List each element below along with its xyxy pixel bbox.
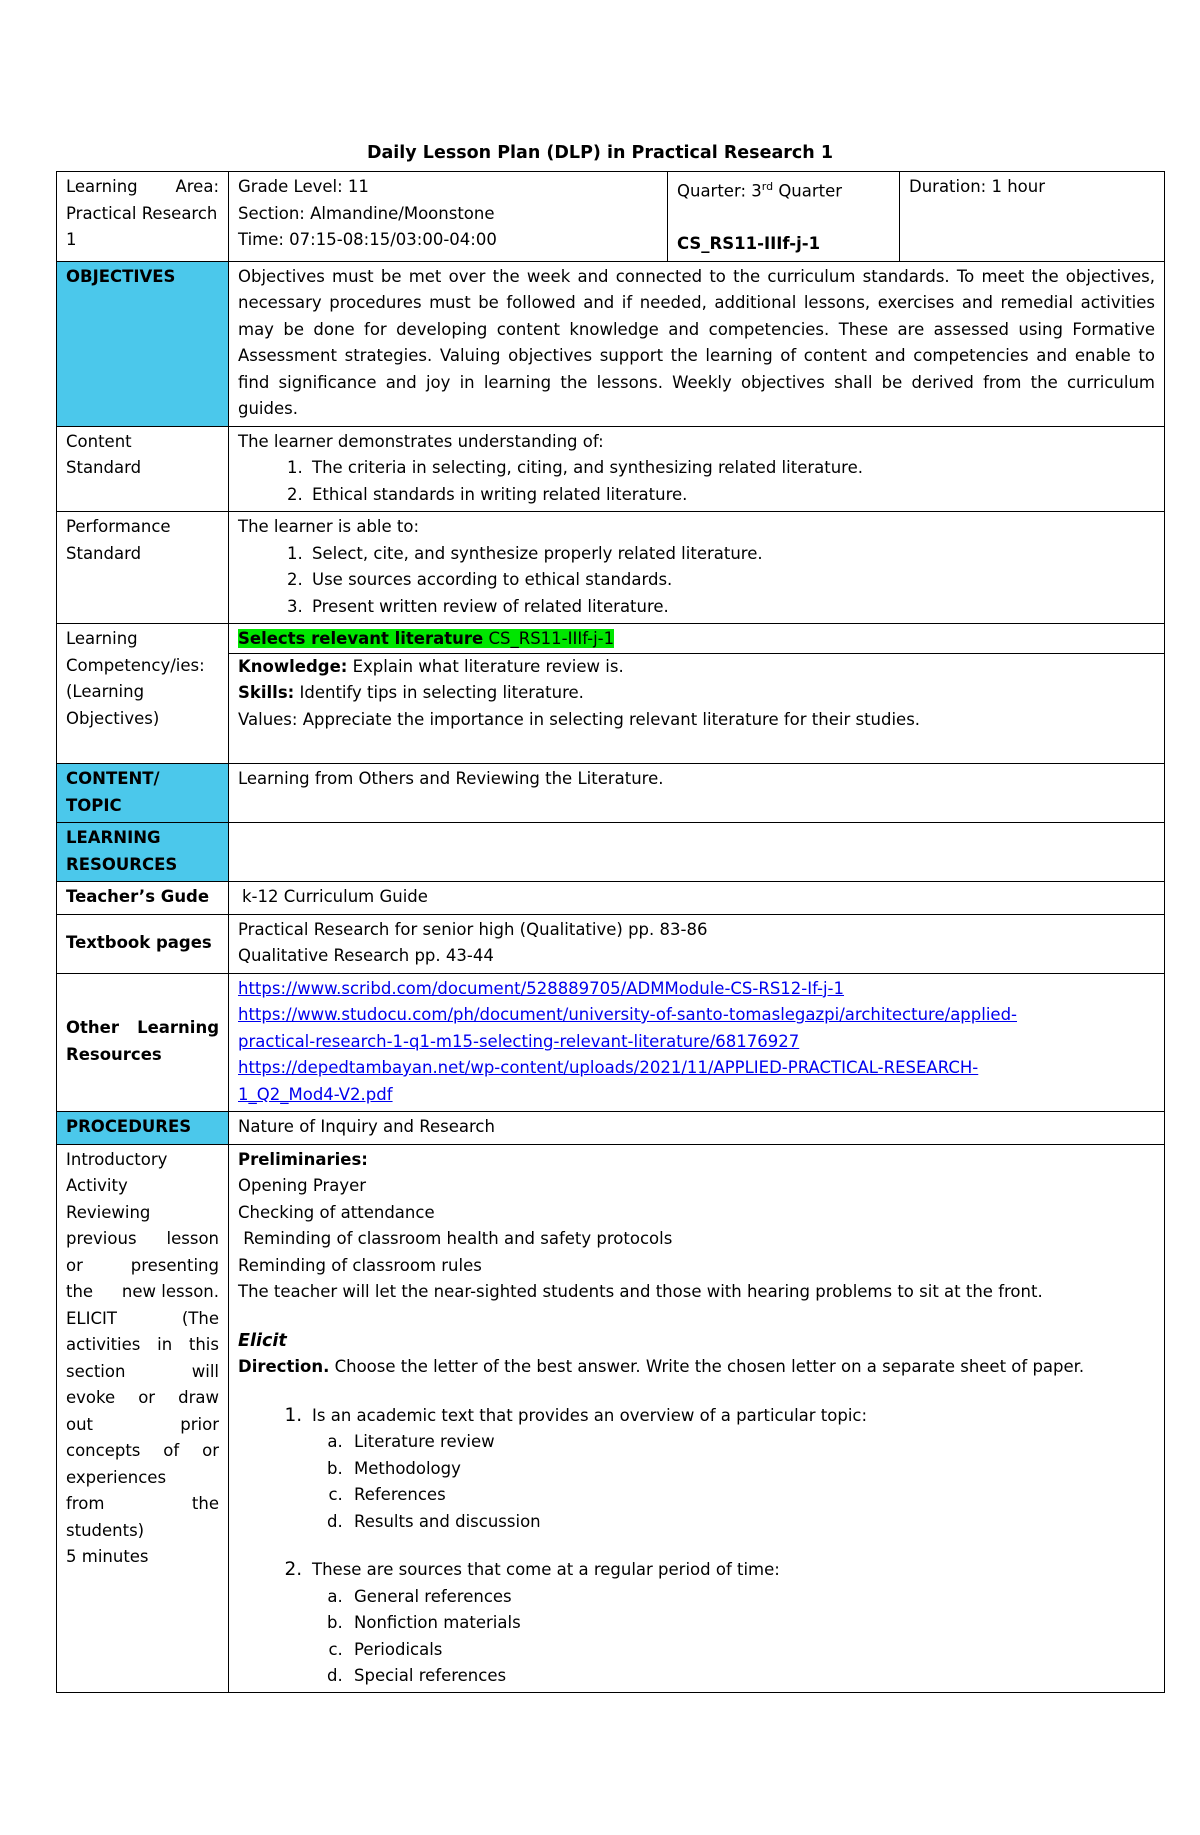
teachers-guide-label: Teacher’s Gude xyxy=(57,882,229,915)
list-item: Checking of attendance xyxy=(238,1202,435,1222)
list-item: 2. Ethical standards in writing related literature. xyxy=(308,482,1155,509)
choice-item: b. Nonfiction materials xyxy=(348,1610,1155,1637)
resource-link-studocu-cont[interactable]: practical-research-1-q1-m15-selecting-relevant-literature/68176927 xyxy=(238,1031,800,1051)
introductory-label-line: Reviewing xyxy=(66,1202,151,1222)
choice-item: c. Periodicals xyxy=(348,1637,1155,1664)
quarter: Quarter: 3rd Quarter xyxy=(677,180,843,201)
content-standard-label: Content Standard xyxy=(57,426,229,512)
resource-link-depedtambayan[interactable]: https://depedtambayan.net/wp-content/uploads/2021/11/APPLIED-PRACTICAL-RESEARCH- xyxy=(238,1058,979,1077)
content-topic-row xyxy=(57,764,1165,823)
learning-area-cell: Learning Area: Practical Research 1 xyxy=(57,172,229,262)
list-item: Opening Prayer xyxy=(238,1176,367,1195)
question-item: 2. These are sources that come at a regular period of time: a. General references b. Nonfiction materials c. Periodicals d. Special references xyxy=(308,1557,1155,1690)
textbook-label: Textbook pages xyxy=(57,914,229,973)
choice-item: d. Results and discussion xyxy=(348,1509,1155,1536)
introductory-label-line: concepts of or xyxy=(66,1441,219,1460)
content-topic-text: Learning from Others and Reviewing the Literature. xyxy=(229,764,1165,823)
competency-row xyxy=(57,624,1165,764)
list-item: 1. The criteria in selecting, citing, and synthesizing related literature. xyxy=(308,455,1155,482)
competency-body xyxy=(229,624,1165,764)
introductory-label xyxy=(57,1144,229,1692)
teachers-guide-row xyxy=(57,882,1165,915)
highlighted-competency: Selects relevant literature CS_RS11-IIIf-j-1 xyxy=(238,629,615,648)
lesson-plan xyxy=(56,171,1164,1693)
other-resources-links xyxy=(229,973,1165,1112)
teachers-guide-text: k-12 Curriculum Guide xyxy=(229,882,1165,915)
choice-item: c. References xyxy=(348,1482,1155,1509)
direction: Direction. Choose the letter of the best answer. Write the chosen letter on a separate sheet of paper. xyxy=(238,1357,1085,1376)
choice-item: a. Literature review xyxy=(348,1429,1155,1456)
performance-standard-body: The learner is able to: 1. Select, cite, and synthesize properly related literature. 2. Use sources according to ethical standards. 3. Present written review of related literature. xyxy=(229,512,1165,624)
grade-section-time-cell xyxy=(229,172,668,262)
objectives-text: Objectives must be met over the week and connected to the curriculum standards. To meet the objectives, necessary procedures must be followed and if needed, additional lessons, exercises and remedial activities may be done for developing content knowledge and competencies. These are assessed using Formative Assessment strategies. Valuing objectives support the learning of content and competencies and enable to find significance and joy in learning the lessons. Weekly objectives shall be derived from the curriculum guides. xyxy=(229,261,1165,426)
duration-cell: Duration: 1 hour xyxy=(900,172,1165,262)
learning-resources-row xyxy=(57,823,1165,882)
introductory-label-line: experiences xyxy=(66,1467,167,1487)
list-item: The teacher will let the near-sighted students and those with hearing problems to sit at the front. xyxy=(238,1282,1043,1301)
other-resources-row xyxy=(57,973,1165,1112)
introductory-label-line: or presenting xyxy=(66,1255,219,1275)
question-item: 1. Is an academic text that provides an overview of a particular topic: a. Literature review b. Methodology c. References d. Results and discussion xyxy=(308,1403,1155,1558)
choice-item: a. General references xyxy=(348,1584,1155,1611)
performance-standard-label: Performance Standard xyxy=(57,512,229,624)
procedures-row xyxy=(57,1112,1165,1145)
choice-item: d. Special references xyxy=(348,1663,1155,1690)
time: Time: 07:15-08:15/03:00-04:00 xyxy=(238,230,497,249)
introductory-label-line: Activity xyxy=(66,1176,128,1195)
introductory-label-line: students) xyxy=(66,1520,145,1540)
page-title: Daily Lesson Plan (DLP) in Practical Research 1 xyxy=(366,143,834,163)
list-item: Reminding of classroom health and safety protocols xyxy=(238,1229,673,1248)
resource-link-depedtambayan-cont[interactable]: 1_Q2_Mod4-V2.pdf xyxy=(238,1084,393,1104)
learning-resources-body xyxy=(229,823,1165,882)
competency-code: CS_RS11-IIIf-j-1 xyxy=(677,234,821,253)
preliminaries-heading: Preliminaries: xyxy=(238,1149,368,1169)
objectives-row xyxy=(57,261,1165,426)
introductory-label-line: section will xyxy=(66,1361,219,1381)
choice-item: b. Methodology xyxy=(348,1456,1155,1483)
introductory-row xyxy=(57,1144,1165,1692)
grade-level: Grade Level: 11 xyxy=(238,177,369,196)
introductory-label-line: Introductory xyxy=(66,1149,168,1169)
main-table xyxy=(56,261,1165,1693)
procedures-label: PROCEDURES xyxy=(57,1112,229,1145)
introductory-label-line: 5 minutes xyxy=(66,1547,149,1566)
content-topic-label: CONTENT/ TOPIC xyxy=(57,764,229,823)
textbook-row xyxy=(57,914,1165,973)
competency-label: Learning Competency/ies: (Learning Objectives) xyxy=(57,624,229,764)
values: Values: Appreciate the importance in selecting relevant literature for their studies. xyxy=(238,709,921,729)
introductory-label-line: previous lesson xyxy=(66,1229,219,1248)
objectives-label: OBJECTIVES xyxy=(57,261,229,426)
introductory-label-line: out prior xyxy=(66,1414,219,1434)
introductory-label-line: evoke or draw xyxy=(66,1388,219,1407)
skills: Skills: Identify tips in selecting literature. xyxy=(238,683,584,702)
list-item: Reminding of classroom rules xyxy=(238,1255,482,1275)
introductory-body xyxy=(229,1144,1165,1692)
section: Section: Almandine/Moonstone xyxy=(238,203,495,223)
introductory-label-line: from the xyxy=(66,1494,219,1513)
elicit-heading: Elicit xyxy=(238,1330,287,1351)
list-item: 2. Use sources according to ethical standards. xyxy=(308,567,1155,594)
introductory-label-line: activities in this xyxy=(66,1335,219,1354)
quarter-cell xyxy=(668,172,900,262)
list-item: 1. Select, cite, and synthesize properly related literature. xyxy=(308,541,1155,568)
introductory-label-line: ELICIT (The xyxy=(66,1308,219,1328)
resource-link-studocu[interactable]: https://www.studocu.com/ph/document/university-of-santo-tomaslegazpi/architecture/applied- xyxy=(238,1005,1017,1024)
performance-standard-row xyxy=(57,512,1165,624)
other-resources-label: Other Learning Resources xyxy=(57,973,229,1112)
list-item: 3. Present written review of related literature. xyxy=(308,594,1155,621)
knowledge: Knowledge: Explain what literature review is. xyxy=(238,656,624,676)
content-standard-row xyxy=(57,426,1165,512)
procedures-text: Nature of Inquiry and Research xyxy=(229,1112,1165,1145)
introductory-label-line: the new lesson. xyxy=(66,1282,219,1301)
textbook-body: Practical Research for senior high (Qualitative) pp. 83-86 Qualitative Research pp. 43-44 xyxy=(229,914,1165,973)
resource-link-scribd[interactable]: https://www.scribd.com/document/528889705/ADMModule-CS-RS12-If-j-1 xyxy=(238,978,845,998)
content-standard-body: The learner demonstrates understanding of: 1. The criteria in selecting, citing, and synthesizing related literature. 2. Ethical standards in writing related literature. xyxy=(229,426,1165,512)
header-table xyxy=(56,171,1165,262)
learning-resources-label: LEARNING RESOURCES xyxy=(57,823,229,882)
